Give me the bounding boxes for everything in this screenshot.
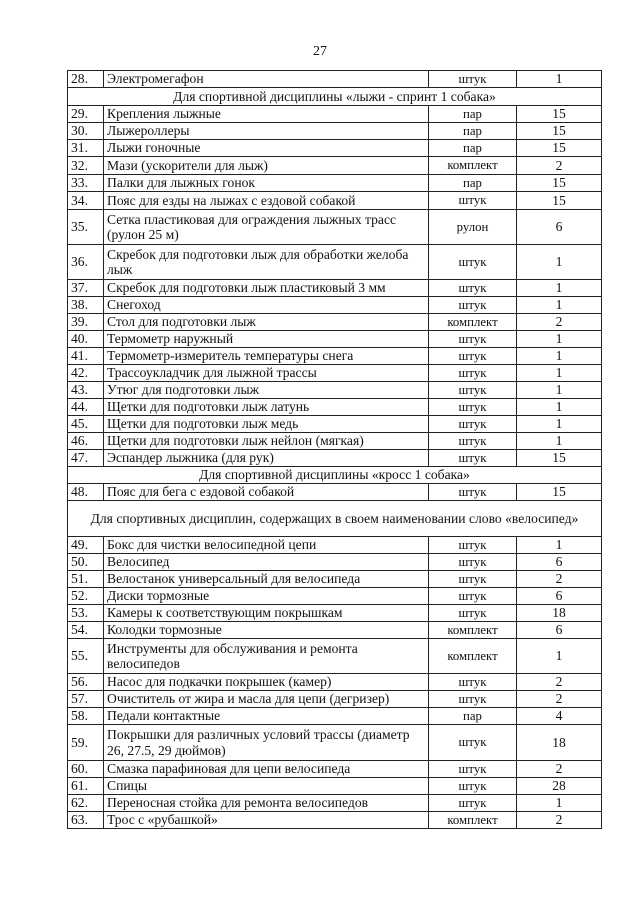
item-name: Снегоход bbox=[104, 297, 429, 314]
table-row bbox=[68, 140, 602, 157]
item-name: Лыжероллеры bbox=[104, 123, 429, 140]
item-unit: штук bbox=[429, 416, 517, 433]
item-name: Спицы bbox=[104, 778, 429, 795]
item-unit: штук bbox=[429, 280, 517, 297]
item-name: Щетки для подготовки лыж нейлон (мягкая) bbox=[104, 433, 429, 450]
item-quantity: 1 bbox=[517, 348, 602, 365]
item-unit: штук bbox=[429, 245, 517, 280]
item-quantity: 15 bbox=[517, 450, 602, 467]
item-name: Насос для подкачки покрышек (камер) bbox=[104, 674, 429, 691]
table-row bbox=[68, 71, 602, 88]
table-row bbox=[68, 157, 602, 175]
item-name: Крепления лыжные bbox=[104, 106, 429, 123]
item-unit: комплект bbox=[429, 812, 517, 829]
item-name: Лыжи гоночные bbox=[104, 140, 429, 157]
item-quantity: 4 bbox=[517, 708, 602, 725]
table-row bbox=[68, 399, 602, 416]
item-unit: штук bbox=[429, 554, 517, 571]
table-row bbox=[68, 245, 602, 280]
item-quantity: 2 bbox=[517, 571, 602, 588]
item-number: 49. bbox=[68, 537, 104, 554]
item-name: Палки для лыжных гонок bbox=[104, 175, 429, 192]
item-quantity: 1 bbox=[517, 382, 602, 399]
table-row bbox=[68, 106, 602, 123]
item-name: Эспандер лыжника (для рук) bbox=[104, 450, 429, 467]
item-quantity: 1 bbox=[517, 280, 602, 297]
item-number: 42. bbox=[68, 365, 104, 382]
section-header-row bbox=[68, 467, 602, 484]
item-name: Пояс для езды на лыжах с ездовой собакой bbox=[104, 192, 429, 210]
item-quantity: 2 bbox=[517, 812, 602, 829]
item-number: 44. bbox=[68, 399, 104, 416]
item-unit: штук bbox=[429, 433, 517, 450]
item-number: 30. bbox=[68, 123, 104, 140]
item-name: Диски тормозные bbox=[104, 588, 429, 605]
item-number: 29. bbox=[68, 106, 104, 123]
item-number: 47. bbox=[68, 450, 104, 467]
item-quantity: 15 bbox=[517, 123, 602, 140]
item-quantity: 28 bbox=[517, 778, 602, 795]
table-row bbox=[68, 348, 602, 365]
item-quantity: 1 bbox=[517, 537, 602, 554]
item-number: 28. bbox=[68, 71, 104, 88]
item-name: Щетки для подготовки лыж латунь bbox=[104, 399, 429, 416]
item-quantity: 2 bbox=[517, 157, 602, 175]
item-name: Переносная стойка для ремонта велосипедов bbox=[104, 795, 429, 812]
item-quantity: 15 bbox=[517, 175, 602, 192]
item-quantity: 1 bbox=[517, 416, 602, 433]
item-number: 51. bbox=[68, 571, 104, 588]
table-row bbox=[68, 708, 602, 725]
item-unit: штук bbox=[429, 450, 517, 467]
item-unit: штук bbox=[429, 192, 517, 210]
table-row bbox=[68, 554, 602, 571]
item-name: Скребок для подготовки лыж пластиковый 3 мм bbox=[104, 280, 429, 297]
item-name: Утюг для подготовки лыж bbox=[104, 382, 429, 399]
item-quantity: 6 bbox=[517, 210, 602, 245]
item-unit: штук bbox=[429, 691, 517, 708]
item-unit: штук bbox=[429, 571, 517, 588]
table-row bbox=[68, 725, 602, 761]
table-row bbox=[68, 537, 602, 554]
table-row bbox=[68, 778, 602, 795]
item-name: Скребок для подготовки лыж для обработки желоба лыж bbox=[104, 245, 429, 280]
item-unit: штук bbox=[429, 348, 517, 365]
item-number: 34. bbox=[68, 192, 104, 210]
equipment-table bbox=[67, 70, 602, 829]
item-quantity: 2 bbox=[517, 674, 602, 691]
item-quantity: 15 bbox=[517, 140, 602, 157]
item-number: 38. bbox=[68, 297, 104, 314]
item-number: 43. bbox=[68, 382, 104, 399]
item-number: 55. bbox=[68, 639, 104, 674]
item-number: 58. bbox=[68, 708, 104, 725]
item-number: 62. bbox=[68, 795, 104, 812]
item-number: 59. bbox=[68, 725, 104, 761]
item-unit: пар bbox=[429, 123, 517, 140]
item-unit: комплект bbox=[429, 639, 517, 674]
item-quantity: 6 bbox=[517, 622, 602, 639]
item-name: Смазка парафиновая для цепи велосипеда bbox=[104, 761, 429, 778]
item-name: Колодки тормозные bbox=[104, 622, 429, 639]
item-name: Велосипед bbox=[104, 554, 429, 571]
item-unit: пар bbox=[429, 140, 517, 157]
item-unit: штук bbox=[429, 365, 517, 382]
item-quantity: 6 bbox=[517, 554, 602, 571]
item-unit: штук bbox=[429, 588, 517, 605]
table-row bbox=[68, 605, 602, 622]
item-name: Бокс для чистки велосипедной цепи bbox=[104, 537, 429, 554]
item-number: 48. bbox=[68, 484, 104, 501]
table-row bbox=[68, 280, 602, 297]
table-row bbox=[68, 588, 602, 605]
item-name: Мази (ускорители для лыж) bbox=[104, 157, 429, 175]
section-title: Для спортивной дисциплины «кросс 1 собака» bbox=[68, 467, 602, 484]
item-unit: штук bbox=[429, 795, 517, 812]
table-row bbox=[68, 674, 602, 691]
table-row bbox=[68, 365, 602, 382]
section-title: Для спортивных дисциплин, содержащих в своем наименовании слово «велосипед» bbox=[68, 501, 602, 537]
item-unit: штук bbox=[429, 331, 517, 348]
item-unit: штук bbox=[429, 399, 517, 416]
item-name: Сетка пластиковая для ограждения лыжных трасс (рулон 25 м) bbox=[104, 210, 429, 245]
item-number: 33. bbox=[68, 175, 104, 192]
item-name: Щетки для подготовки лыж медь bbox=[104, 416, 429, 433]
item-name: Пояс для бега с ездовой собакой bbox=[104, 484, 429, 501]
item-name: Покрышки для различных условий трассы (диаметр 26, 27.5, 29 дюймов) bbox=[104, 725, 429, 761]
item-name: Камеры к соответствующим покрышкам bbox=[104, 605, 429, 622]
table-row bbox=[68, 314, 602, 331]
table-row bbox=[68, 175, 602, 192]
item-quantity: 15 bbox=[517, 192, 602, 210]
table-row bbox=[68, 622, 602, 639]
item-quantity: 15 bbox=[517, 106, 602, 123]
item-unit: штук bbox=[429, 297, 517, 314]
item-name: Трассоукладчик для лыжной трассы bbox=[104, 365, 429, 382]
item-quantity: 1 bbox=[517, 245, 602, 280]
item-number: 54. bbox=[68, 622, 104, 639]
section-header-row bbox=[68, 501, 602, 537]
item-unit: штук bbox=[429, 761, 517, 778]
item-quantity: 1 bbox=[517, 331, 602, 348]
item-quantity: 15 bbox=[517, 484, 602, 501]
item-number: 60. bbox=[68, 761, 104, 778]
item-number: 57. bbox=[68, 691, 104, 708]
table-row bbox=[68, 639, 602, 674]
item-name: Термометр наружный bbox=[104, 331, 429, 348]
page-number: 27 bbox=[313, 44, 327, 59]
item-number: 32. bbox=[68, 157, 104, 175]
item-unit: комплект bbox=[429, 157, 517, 175]
item-quantity: 1 bbox=[517, 365, 602, 382]
item-unit: штук bbox=[429, 484, 517, 501]
table-row bbox=[68, 297, 602, 314]
table-row bbox=[68, 450, 602, 467]
item-quantity: 2 bbox=[517, 314, 602, 331]
item-unit: штук bbox=[429, 71, 517, 88]
item-quantity: 1 bbox=[517, 433, 602, 450]
item-unit: пар bbox=[429, 106, 517, 123]
item-unit: штук bbox=[429, 674, 517, 691]
item-name: Трос с «рубашкой» bbox=[104, 812, 429, 829]
item-number: 31. bbox=[68, 140, 104, 157]
item-number: 36. bbox=[68, 245, 104, 280]
item-name: Стол для подготовки лыж bbox=[104, 314, 429, 331]
item-name: Термометр-измеритель температуры снега bbox=[104, 348, 429, 365]
table-row bbox=[68, 192, 602, 210]
item-number: 45. bbox=[68, 416, 104, 433]
table-body bbox=[68, 71, 602, 829]
item-unit: штук bbox=[429, 725, 517, 761]
item-number: 50. bbox=[68, 554, 104, 571]
table-row bbox=[68, 382, 602, 399]
item-quantity: 1 bbox=[517, 399, 602, 416]
item-unit: штук bbox=[429, 382, 517, 399]
item-name: Велостанок универсальный для велосипеда bbox=[104, 571, 429, 588]
item-quantity: 1 bbox=[517, 297, 602, 314]
item-unit: комплект bbox=[429, 314, 517, 331]
item-number: 39. bbox=[68, 314, 104, 331]
item-quantity: 2 bbox=[517, 691, 602, 708]
section-header-row bbox=[68, 88, 602, 106]
table-row bbox=[68, 416, 602, 433]
table-row bbox=[68, 795, 602, 812]
item-quantity: 1 bbox=[517, 71, 602, 88]
item-name: Инструменты для обслуживания и ремонта велосипедов bbox=[104, 639, 429, 674]
item-quantity: 6 bbox=[517, 588, 602, 605]
item-unit: штук bbox=[429, 605, 517, 622]
item-unit: пар bbox=[429, 708, 517, 725]
item-name: Педали контактные bbox=[104, 708, 429, 725]
item-unit: рулон bbox=[429, 210, 517, 245]
item-quantity: 18 bbox=[517, 605, 602, 622]
item-name: Электромегафон bbox=[104, 71, 429, 88]
item-unit: штук bbox=[429, 778, 517, 795]
item-quantity: 2 bbox=[517, 761, 602, 778]
section-title: Для спортивной дисциплины «лыжи - спринт 1 собака» bbox=[68, 88, 602, 106]
table-row bbox=[68, 433, 602, 450]
item-number: 40. bbox=[68, 331, 104, 348]
item-quantity: 1 bbox=[517, 795, 602, 812]
table-row bbox=[68, 484, 602, 501]
item-quantity: 1 bbox=[517, 639, 602, 674]
item-number: 61. bbox=[68, 778, 104, 795]
item-quantity: 18 bbox=[517, 725, 602, 761]
table-row bbox=[68, 761, 602, 778]
item-unit: пар bbox=[429, 175, 517, 192]
item-number: 52. bbox=[68, 588, 104, 605]
table-row bbox=[68, 571, 602, 588]
item-name: Очиститель от жира и масла для цепи (дегризер) bbox=[104, 691, 429, 708]
item-number: 46. bbox=[68, 433, 104, 450]
item-number: 56. bbox=[68, 674, 104, 691]
item-number: 35. bbox=[68, 210, 104, 245]
item-number: 63. bbox=[68, 812, 104, 829]
item-number: 41. bbox=[68, 348, 104, 365]
table-row bbox=[68, 691, 602, 708]
table-row bbox=[68, 812, 602, 829]
item-number: 53. bbox=[68, 605, 104, 622]
item-unit: штук bbox=[429, 537, 517, 554]
item-number: 37. bbox=[68, 280, 104, 297]
item-unit: комплект bbox=[429, 622, 517, 639]
table-row bbox=[68, 331, 602, 348]
table-row bbox=[68, 123, 602, 140]
table-row bbox=[68, 210, 602, 245]
